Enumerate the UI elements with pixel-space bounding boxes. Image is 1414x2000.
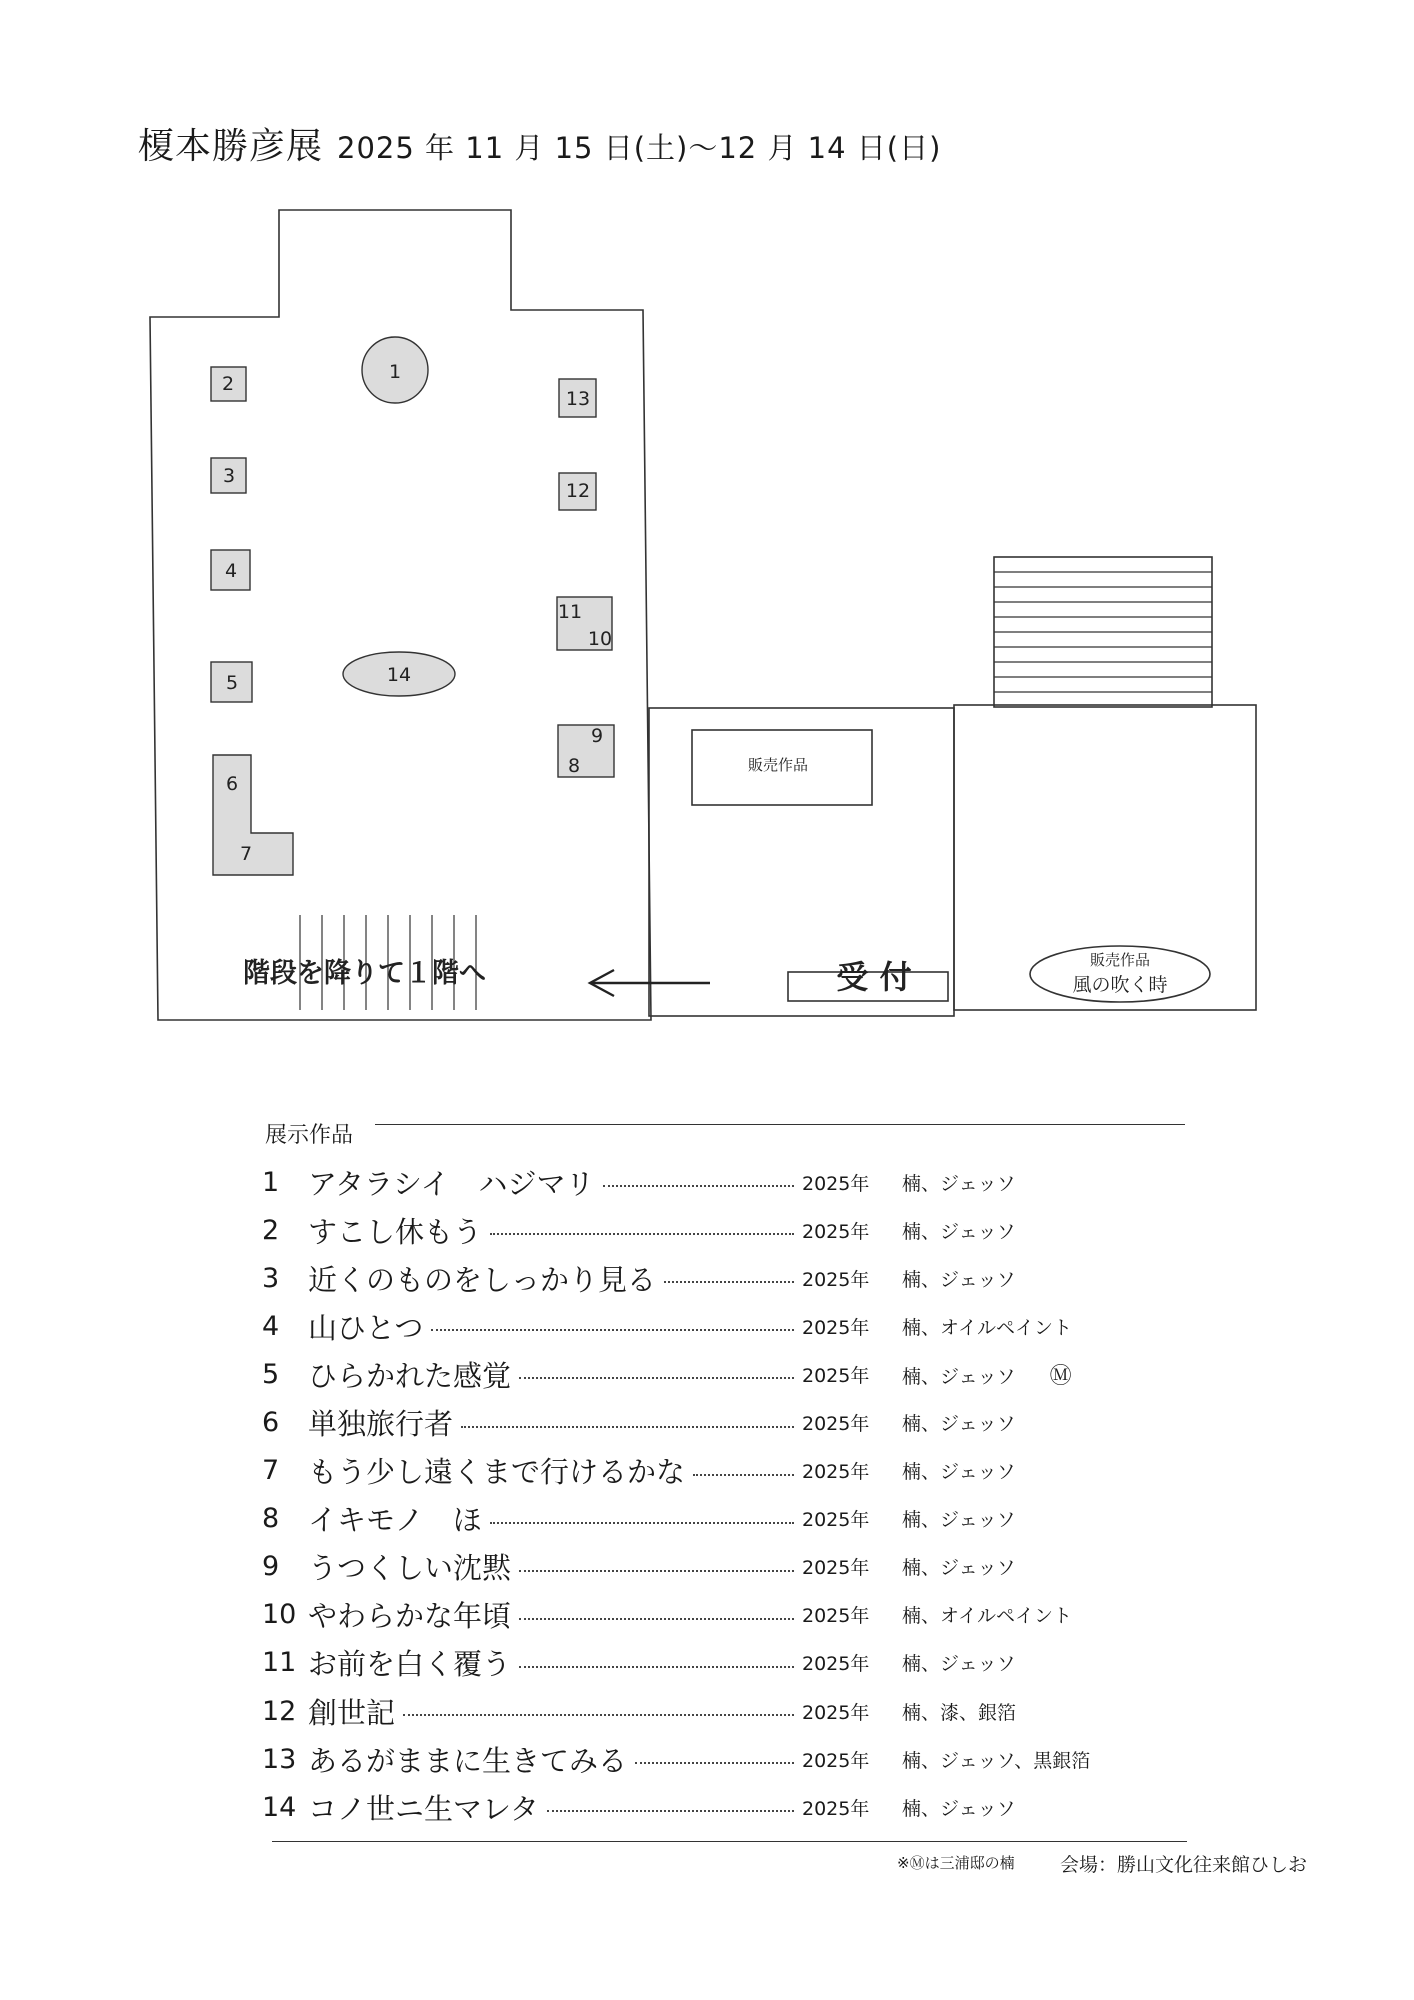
material-text: 楠、ジェッソ xyxy=(902,1653,1016,1676)
material-text: 楠、ジェッソ xyxy=(902,1461,1016,1484)
sales-booth-label: 販売作品 xyxy=(1089,951,1151,969)
work-year: 2025年 xyxy=(802,1701,870,1724)
leader-dots xyxy=(693,1474,794,1476)
sales-area-label: 販売作品 xyxy=(747,756,809,774)
work-number: 3 xyxy=(262,1262,280,1294)
marker-label-2: 2 xyxy=(221,373,235,395)
leader-dots xyxy=(519,1618,794,1620)
work-number: 11 xyxy=(262,1647,297,1679)
leader-dots xyxy=(403,1714,794,1716)
list-item xyxy=(262,1254,1112,1302)
leader-dots xyxy=(490,1233,794,1235)
work-number: 10 xyxy=(262,1599,297,1631)
work-material xyxy=(902,1601,1112,1628)
work-year: 2025年 xyxy=(802,1557,870,1580)
marker-label-4: 4 xyxy=(224,560,238,582)
work-material xyxy=(902,1217,1112,1244)
leader-dots xyxy=(431,1329,794,1331)
stairs-label: 階段を降りて１階へ xyxy=(243,958,486,989)
work-year: 2025年 xyxy=(802,1413,870,1436)
list-item xyxy=(262,1639,1112,1687)
work-title: 創世記 xyxy=(308,1695,396,1730)
material-text: 楠、ジェッソ xyxy=(902,1413,1016,1436)
exhibition-name: 榎本勝彦展 xyxy=(138,126,324,167)
list-item xyxy=(262,1591,1112,1639)
leader-dots xyxy=(519,1377,794,1379)
marker-label-13: 13 xyxy=(565,388,591,410)
work-number: 1 xyxy=(262,1166,280,1198)
work-year: 2025年 xyxy=(802,1220,870,1243)
work-material xyxy=(902,1409,1112,1436)
material-text: 楠、ジェッソ xyxy=(902,1557,1016,1580)
exhibition-dates: 2025 年 11 月 15 日(土)〜12 月 14 日(日) xyxy=(337,131,942,165)
work-material xyxy=(902,1794,1112,1821)
work-title: イキモノ ほ xyxy=(308,1503,482,1538)
work-number: 9 xyxy=(262,1551,280,1583)
work-year: 2025年 xyxy=(802,1172,870,1195)
work-material xyxy=(902,1698,1112,1725)
work-number: 14 xyxy=(262,1791,297,1823)
material-text: 楠、漆、銀箔 xyxy=(902,1701,1017,1724)
work-year: 2025年 xyxy=(802,1653,870,1676)
work-year: 2025年 xyxy=(802,1749,870,1772)
material-text: 楠、ジェッソ xyxy=(902,1365,1016,1388)
list-item xyxy=(262,1447,1112,1495)
work-title: もう少し遠くまで行けるかな xyxy=(308,1455,686,1490)
work-title: アタラシイ ハジマリ xyxy=(308,1166,595,1201)
list-item xyxy=(262,1783,1112,1831)
marker-label-12: 12 xyxy=(565,480,591,502)
material-text: 楠、ジェッソ xyxy=(902,1220,1016,1243)
work-title: 山ひとつ xyxy=(308,1310,424,1345)
marker-label-9: 9 xyxy=(590,725,604,747)
work-number: 5 xyxy=(262,1358,280,1390)
work-year: 2025年 xyxy=(802,1797,870,1820)
work-year: 2025年 xyxy=(802,1316,870,1339)
list-item xyxy=(262,1206,1112,1254)
marker-label-6: 6 xyxy=(225,773,239,795)
list-item xyxy=(262,1158,1112,1206)
marker-label-7: 7 xyxy=(239,843,253,865)
work-title: 近くのものをしっかり見る xyxy=(308,1262,657,1297)
works-heading: 展示作品 xyxy=(265,1123,354,1148)
leader-dots xyxy=(635,1762,794,1764)
material-text: 楠、ジェッソ xyxy=(902,1172,1016,1195)
work-number: 6 xyxy=(262,1407,280,1439)
work-year: 2025年 xyxy=(802,1509,870,1532)
marker-label-14: 14 xyxy=(386,664,412,686)
list-item xyxy=(262,1495,1112,1543)
work-material xyxy=(902,1457,1112,1484)
leader-dots xyxy=(603,1185,794,1187)
work-number: 12 xyxy=(262,1695,297,1727)
work-marker-8-9 xyxy=(558,725,614,777)
works-list xyxy=(262,1158,1112,1831)
leader-dots xyxy=(664,1281,794,1283)
work-material xyxy=(902,1313,1112,1340)
work-number: 7 xyxy=(262,1455,280,1487)
reception-label: 受 付 xyxy=(836,958,912,996)
list-item xyxy=(262,1543,1112,1591)
work-material xyxy=(902,1265,1112,1292)
work-material xyxy=(902,1553,1112,1580)
work-material xyxy=(902,1359,1112,1390)
work-year: 2025年 xyxy=(802,1461,870,1484)
work-number: 8 xyxy=(262,1503,280,1535)
leader-dots xyxy=(519,1570,794,1572)
leader-dots xyxy=(490,1522,794,1524)
material-text: 楠、ジェッソ xyxy=(902,1797,1016,1820)
list-item xyxy=(262,1687,1112,1735)
miura-mark: Ⓜ xyxy=(1049,1363,1072,1389)
work-title: あるがままに生きてみる xyxy=(308,1743,628,1778)
work-title: コノ世ニ生マレタ xyxy=(308,1791,539,1826)
work-title: うつくしい沈黙 xyxy=(308,1551,512,1586)
work-year: 2025年 xyxy=(802,1605,870,1628)
work-number: 13 xyxy=(262,1743,297,1775)
work-number: 2 xyxy=(262,1214,280,1246)
work-year: 2025年 xyxy=(802,1268,870,1291)
list-bottom-rule xyxy=(272,1841,1187,1842)
leader-dots xyxy=(547,1810,794,1812)
sales-booth-title: 風の吹く時 xyxy=(1072,974,1168,996)
material-text: 楠、オイルペイント xyxy=(902,1316,1073,1339)
work-title: やわらかな年頃 xyxy=(308,1599,512,1634)
work-title: ひらかれた感覚 xyxy=(308,1358,512,1393)
material-text: 楠、ジェッソ、黒銀箔 xyxy=(902,1749,1091,1772)
marker-label-3: 3 xyxy=(222,465,236,487)
material-text: 楠、ジェッソ xyxy=(902,1509,1016,1532)
work-material xyxy=(902,1649,1112,1676)
footnote: ※Ⓜは三浦邸の楠 xyxy=(897,1854,1015,1872)
marker-label-11: 11 xyxy=(557,601,583,623)
list-item xyxy=(262,1302,1112,1350)
leader-dots xyxy=(461,1426,794,1428)
list-item xyxy=(262,1350,1112,1398)
work-title: すこし休もう xyxy=(308,1214,483,1249)
venue: 会場：勝山文化往来館ひしお xyxy=(1060,1854,1308,1876)
marker-label-5: 5 xyxy=(225,672,239,694)
work-title: お前を白く覆う xyxy=(308,1647,512,1682)
marker-label-10: 10 xyxy=(587,628,613,650)
work-material xyxy=(902,1169,1112,1196)
work-year: 2025年 xyxy=(802,1364,870,1387)
material-text: 楠、オイルペイント xyxy=(902,1605,1073,1628)
work-material xyxy=(902,1746,1112,1773)
heading-rule xyxy=(375,1124,1185,1125)
work-material xyxy=(902,1505,1112,1532)
marker-label-1: 1 xyxy=(388,361,402,383)
work-title: 単独旅行者 xyxy=(308,1407,454,1442)
list-item xyxy=(262,1735,1112,1783)
material-text: 楠、ジェッソ xyxy=(902,1268,1016,1291)
marker-label-8: 8 xyxy=(567,755,581,777)
work-number: 4 xyxy=(262,1310,280,1342)
list-item xyxy=(262,1398,1112,1446)
leader-dots xyxy=(519,1666,794,1668)
